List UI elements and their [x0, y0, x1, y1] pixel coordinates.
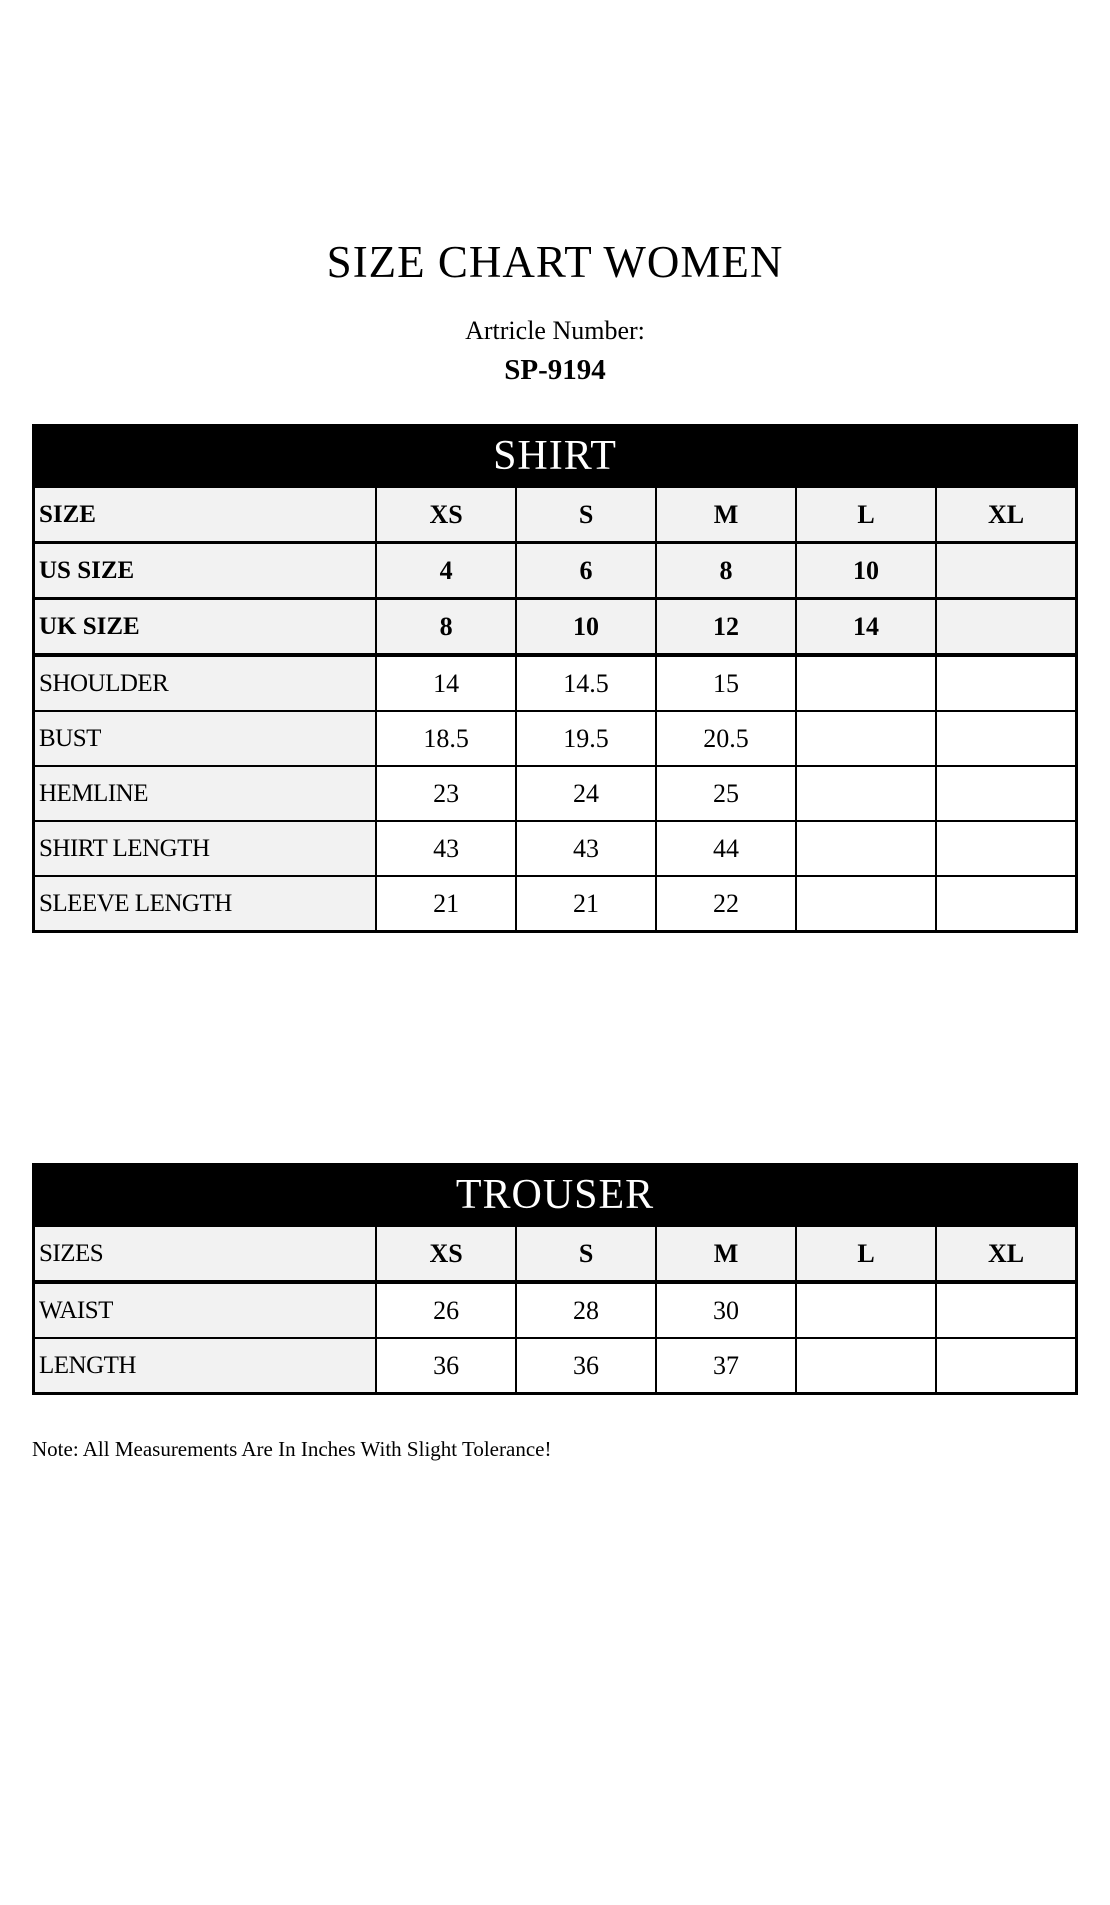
size-value-cell: [935, 712, 1075, 765]
size-value-cell: [935, 1284, 1075, 1337]
size-value-cell: L: [795, 488, 935, 541]
size-value-cell: [795, 1339, 935, 1392]
shirt-size-table: [32, 424, 1078, 933]
size-value-cell: 21: [375, 877, 515, 930]
size-value-cell: [935, 1339, 1075, 1392]
size-value-cell: [795, 1284, 935, 1337]
size-value-cell: 43: [375, 822, 515, 875]
table-row: [35, 597, 1075, 653]
size-value-cell: [935, 600, 1075, 653]
size-value-cell: 30: [655, 1284, 795, 1337]
table-row: [35, 541, 1075, 597]
size-value-cell: 28: [515, 1284, 655, 1337]
size-value-cell: M: [655, 488, 795, 541]
size-value-cell: [795, 712, 935, 765]
row-label: UK SIZE: [35, 600, 375, 653]
row-label: BUST: [35, 712, 375, 765]
table-row: [35, 1337, 1075, 1392]
size-value-cell: [795, 877, 935, 930]
row-label: US SIZE: [35, 544, 375, 597]
row-label: HEMLINE: [35, 767, 375, 820]
row-label: SIZES: [35, 1227, 375, 1280]
article-number-value: SP-9194: [504, 353, 606, 386]
size-value-cell: M: [655, 1227, 795, 1280]
size-value-cell: 36: [515, 1339, 655, 1392]
size-value-cell: [795, 767, 935, 820]
size-value-cell: 23: [375, 767, 515, 820]
shirt-table-rows: [35, 485, 1075, 930]
size-value-cell: 14: [795, 600, 935, 653]
size-value-cell: S: [515, 1227, 655, 1280]
size-value-cell: [795, 657, 935, 710]
measurement-note: Note: All Measurements Are In Inches With Slight Tolerance!: [32, 1437, 552, 1462]
size-value-cell: 10: [795, 544, 935, 597]
size-value-cell: 37: [655, 1339, 795, 1392]
size-value-cell: XL: [935, 1227, 1075, 1280]
size-value-cell: 25: [655, 767, 795, 820]
trouser-table-title: TROUSER: [35, 1166, 1075, 1224]
size-value-cell: S: [515, 488, 655, 541]
table-row: [35, 485, 1075, 541]
size-value-cell: 19.5: [515, 712, 655, 765]
size-value-cell: [935, 657, 1075, 710]
size-value-cell: 12: [655, 600, 795, 653]
table-row: [35, 710, 1075, 765]
size-value-cell: XS: [375, 488, 515, 541]
size-value-cell: 8: [375, 600, 515, 653]
table-row: [35, 1280, 1075, 1337]
size-value-cell: 8: [655, 544, 795, 597]
table-row: [35, 1224, 1075, 1280]
size-value-cell: [935, 544, 1075, 597]
size-value-cell: [935, 877, 1075, 930]
shirt-table-title: SHIRT: [35, 427, 1075, 485]
size-chart-page: [0, 237, 1110, 1462]
size-value-cell: 14: [375, 657, 515, 710]
row-label: SLEEVE LENGTH: [35, 877, 375, 930]
size-value-cell: 18.5: [375, 712, 515, 765]
size-value-cell: 22: [655, 877, 795, 930]
row-label: SHOULDER: [35, 657, 375, 710]
row-label: WAIST: [35, 1284, 375, 1337]
row-label: LENGTH: [35, 1339, 375, 1392]
size-value-cell: 4: [375, 544, 515, 597]
size-value-cell: 36: [375, 1339, 515, 1392]
size-value-cell: [935, 822, 1075, 875]
table-row: [35, 820, 1075, 875]
size-value-cell: 10: [515, 600, 655, 653]
size-value-cell: 21: [515, 877, 655, 930]
trouser-size-table: [32, 1163, 1078, 1395]
size-value-cell: 20.5: [655, 712, 795, 765]
size-value-cell: [935, 767, 1075, 820]
size-value-cell: 44: [655, 822, 795, 875]
size-value-cell: 26: [375, 1284, 515, 1337]
row-label: SIZE: [35, 488, 375, 541]
size-value-cell: 15: [655, 657, 795, 710]
article-number-label: Artricle Number:: [465, 316, 645, 345]
size-value-cell: 24: [515, 767, 655, 820]
trouser-table-rows: [35, 1224, 1075, 1392]
page-title: SIZE CHART WOMEN: [326, 237, 784, 287]
size-value-cell: 6: [515, 544, 655, 597]
size-value-cell: [795, 822, 935, 875]
table-row: [35, 653, 1075, 710]
size-value-cell: 14.5: [515, 657, 655, 710]
table-row: [35, 765, 1075, 820]
row-label: SHIRT LENGTH: [35, 822, 375, 875]
size-value-cell: 43: [515, 822, 655, 875]
table-row: [35, 875, 1075, 930]
size-value-cell: XS: [375, 1227, 515, 1280]
size-value-cell: XL: [935, 488, 1075, 541]
size-value-cell: L: [795, 1227, 935, 1280]
